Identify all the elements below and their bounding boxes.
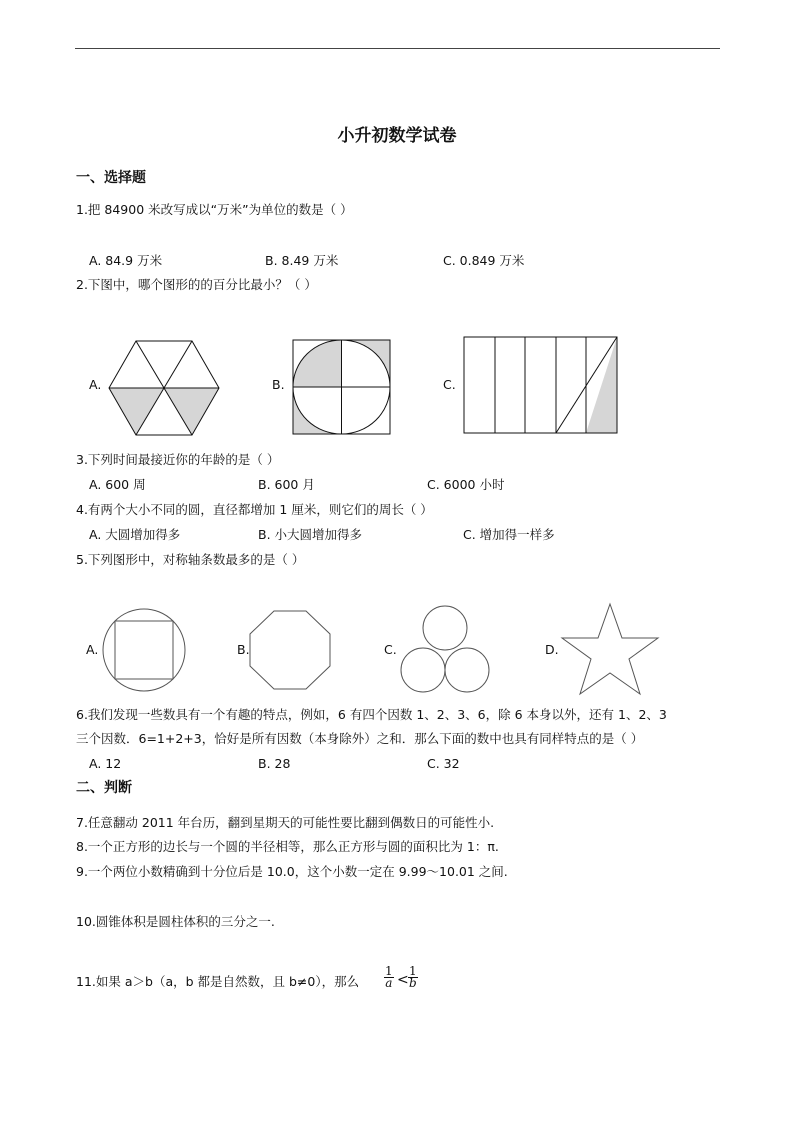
question-4-option-a[interactable]: A. 大圆增加得多 [89, 527, 181, 542]
fraction-2-denominator: b [408, 976, 417, 990]
question-3-option-a[interactable]: A. 600 周 [89, 477, 146, 492]
question-1-option-a[interactable]: A. 84.9 万米 [89, 253, 163, 268]
section-heading-judge: 二、判断 [76, 780, 132, 796]
question-6-stem-line1: 6.我们发现一些数具有一个有趣的特点，例如，6 有四个因数 1、2、3、6，除 6 本身以外，还有 1、2、3 [76, 707, 667, 722]
square-in-circle-figure [100, 607, 188, 693]
question-3-option-b[interactable]: B. 600 月 [258, 477, 315, 492]
question-3-option-c[interactable]: C. 6000 小时 [427, 477, 505, 492]
question-4-option-c[interactable]: C. 增加得一样多 [463, 527, 555, 542]
star-figure [560, 602, 660, 696]
question-6-option-c[interactable]: C. 32 [427, 756, 460, 771]
question-8: 8.一个正方形的边长与一个圆的半径相等，那么正方形与圆的面积比为 1：π. [76, 839, 499, 854]
question-4-option-b[interactable]: B. 小大圆增加得多 [258, 527, 363, 542]
striped-rectangle-figure [463, 335, 619, 435]
question-5-option-a[interactable]: A. [86, 642, 99, 657]
question-6-option-b[interactable]: B. 28 [258, 756, 291, 771]
circle-in-square-figure [292, 339, 392, 435]
page-title: 小升初数学试卷 [337, 126, 457, 146]
question-2-stem: 2.下图中，哪个图形的的百分比最小？（ ） [76, 277, 317, 292]
question-5-option-b[interactable]: B. [237, 642, 250, 657]
question-4-stem: 4.有两个大小不同的圆，直径都增加 1 厘米，则它们的周长（ ） [76, 502, 433, 517]
fraction-1-denominator: a [385, 976, 393, 990]
octagon-figure [248, 609, 332, 691]
question-2-option-b[interactable]: B. [272, 377, 285, 392]
question-1-option-b[interactable]: B. 8.49 万米 [265, 253, 339, 268]
question-1-option-c[interactable]: C. 0.849 万米 [443, 253, 525, 268]
question-2-option-a[interactable]: A. [89, 377, 102, 392]
question-2-option-c[interactable]: C. [443, 377, 456, 392]
question-5-stem: 5.下列图形中，对称轴条数最多的是（ ） [76, 552, 305, 567]
fraction-1-numerator: 1 [385, 964, 393, 978]
fraction-one-over-a [384, 966, 394, 989]
question-1-stem: 1.把 84900 米改写成以“万米”为单位的数是（ ） [76, 202, 353, 217]
question-9: 9.一个两位小数精确到十分位后是 10.0，这个小数一定在 9.99～10.01 之间. [76, 864, 508, 879]
question-3-stem: 3.下列时间最接近你的年龄的是（ ） [76, 452, 280, 467]
question-10: 10.圆锥体积是圆柱体积的三分之一. [76, 914, 275, 929]
fraction-one-over-b [408, 966, 418, 989]
three-circles-figure [398, 604, 492, 694]
question-5-option-d[interactable]: D. [545, 642, 559, 657]
question-11-text: 11.如果 a＞b（a，b 都是自然数，且 b≠0），那么 [76, 974, 360, 989]
section-heading-choice: 一、选择题 [76, 170, 146, 186]
fraction-2-numerator: 1 [409, 964, 417, 978]
hexagon-figure [104, 336, 224, 440]
question-6-stem-line2: 三个因数．6=1+2+3，恰好是所有因数（本身除外）之和．那么下面的数中也具有同样特点的是（ ） [76, 731, 644, 746]
question-5-option-c[interactable]: C. [384, 642, 397, 657]
less-than-sign: < [397, 972, 409, 988]
header-rule [75, 48, 720, 49]
question-6-option-a[interactable]: A. 12 [89, 756, 122, 771]
question-7: 7.任意翻动 2011 年台历，翻到星期天的可能性要比翻到偶数日的可能性小. [76, 815, 495, 830]
